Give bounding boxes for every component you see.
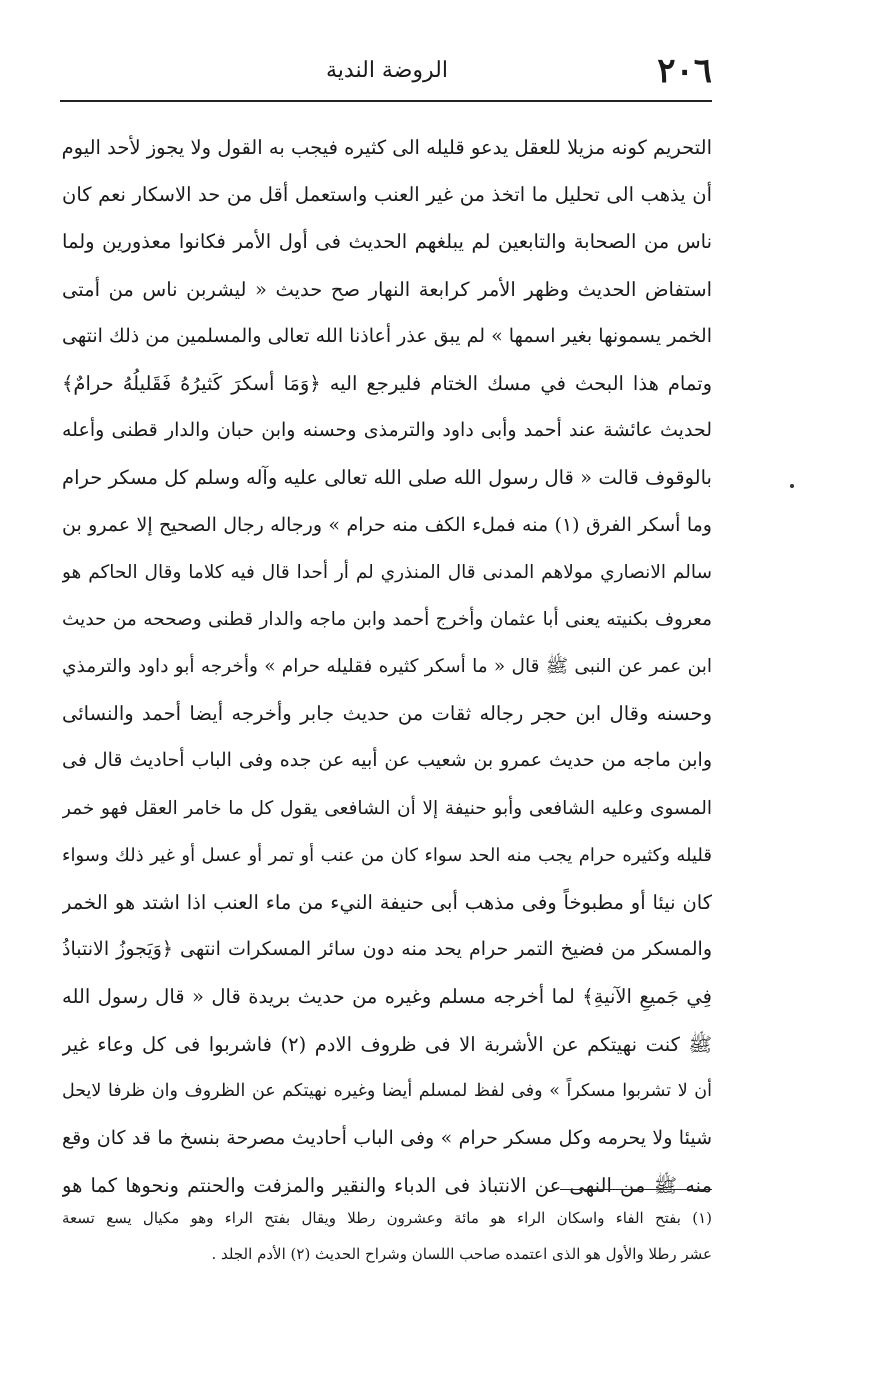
main-text: [62, 124, 712, 1209]
text-line: الخمر يسمونها بغير اسمها » لم يبق عذر أعاذنا الله تعالى والمسلمين من ذلك انتهى: [62, 324, 712, 347]
ink-speck: [790, 484, 794, 488]
text-line: فِي جَميعِ الآنيةِ﴾ لما أخرجه مسلم وغيره من حديث بريدة قال « قال رسول الله: [62, 985, 712, 1009]
text-line: قليله وكثيره حرام يجب منه الحد سواء كان من عنب أو تمر أو عسل أو غير ذلك وسواء: [62, 844, 712, 866]
text-line: استفاض الحديث وظهر الأمر كرابعة النهار صح حديث « ليشربن ناس من أمتى: [62, 277, 712, 301]
text-line: أن لا تشربوا مسكراً » وفى لفظ لمسلم أيضا وغيره نهيتكم عن الظروف وان ظرفا لايحل: [62, 1080, 712, 1101]
page-header: [62, 48, 712, 94]
footnote-divider: [560, 1189, 712, 1190]
footnote-line: عشر رطلا والأول هو الذى اعتمده صاحب اللسان وشراح الحديث (٢) الأدم الجلد .: [211, 1245, 712, 1263]
text-line: المسوى وعليه الشافعى وأبو حنيفة إلا أن الشافعى يقول كل ما خامر العقل فهو خمر: [62, 797, 712, 819]
footnote-line: (١) بفتح الفاء واسكان الراء هو مائة وعشرون رطلا ويقال بفتح الراء وهو مكيال يسع تسعة: [62, 1209, 712, 1227]
page-number: ٢٠٦: [657, 51, 712, 91]
text-line: ﷺ كنت نهيتكم عن الأشربة الا فى ظروف الادم (٢) فاشربوا فى كل وعاء غير: [62, 1032, 712, 1056]
text-line: منه ﷺ من النهى عن الانتباذ فى الدباء والنقير والمزفت والحنتم ونحوها كما هو: [62, 1174, 712, 1198]
running-title: الروضة الندية: [326, 58, 448, 83]
text-line: والمسكر من فضيخ التمر حرام يحد منه دون سائر المسكرات انتهى ﴿وَيَجوزُ الانتباذُ: [62, 938, 712, 961]
text-line: شيئا ولا يحرمه وكل مسكر حرام » وفى الباب أحاديث مصرحة بنسخ ما قد كان وقع: [62, 1126, 712, 1149]
text-line: بالوقوف قالت « قال رسول الله صلى الله تعالى عليه وآله وسلم كل مسكر حرام: [62, 466, 712, 490]
text-line: ابن عمر عن النبى ﷺ قال « ما أسكر كثيره فقليله حرام » وأخرجه أبو داود والترمذي: [62, 656, 712, 678]
text-line: معروف بكنيته يعنى أبا عثمان وأخرج أحمد وابن ماجه والدار قطنى وصححه من حديث: [62, 608, 712, 630]
header-divider: [60, 100, 712, 102]
text-line: وما أسكر الفرق (١) منه فملء الكف منه حرام » ورجاله رجال الصحيح إلا عمرو بن: [62, 513, 712, 536]
footnotes: [62, 1200, 712, 1272]
text-line: لحديث عائشة عند أحمد وأبى داود والترمذى وحسنه وابن حبان والدار قطنى وأعله: [62, 419, 712, 442]
text-line: وحسنه وقال ابن حجر رجاله ثقات من حديث جابر وأخرجه أيضا أحمد والنسائى: [62, 702, 712, 726]
text-line: كان نيئا أو مطبوخاً وفى مذهب أبى حنيفة النيء من ماء العنب اذا اشتد هو الخمر: [62, 891, 712, 914]
text-line: التحريم كونه مزيلا للعقل يدعو قليله الى كثيره فيجب به القول ولا يجوز لأحد اليوم: [62, 136, 712, 159]
text-line: أن يذهب الى تحليل ما اتخذ من غير العنب واستعمل أقل من حد الاسكار نعم كان: [62, 183, 712, 207]
text-line: وابن ماجه من حديث عمرو بن شعيب عن أبيه عن جده وفى الباب أحاديث قال فى: [62, 749, 712, 772]
text-line: وتمام هذا البحث في مسك الختام فليرجع اليه ﴿وَمَا أسكرَ كَثيرُهُ فَقَليلُهُ حرامٌ﴾: [62, 371, 712, 395]
text-line: سالم الانصاري مولاهم المدنى قال المنذري لم أر أحدا قال فيه كلاما وقال الحاكم هو: [62, 561, 712, 583]
text-line: ناس من الصحابة والتابعين لم يبلغهم الحديث فى أول الأمر فكانوا معذورين ولما: [62, 230, 712, 254]
